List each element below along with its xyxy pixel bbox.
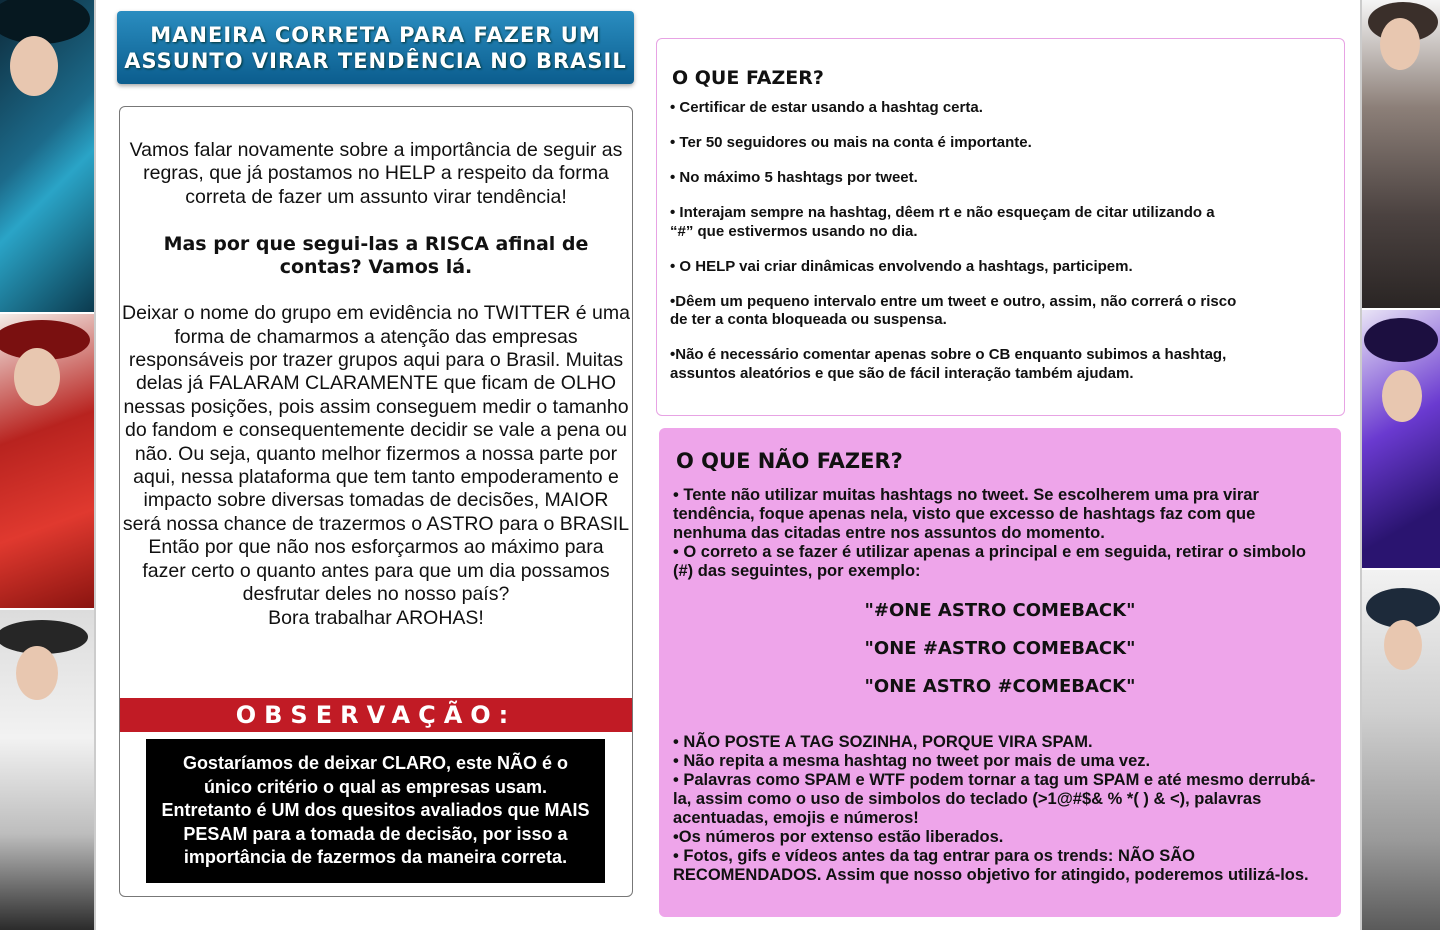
hashtag-example-3: "ONE ASTRO #COMEBACK" [864, 676, 1136, 697]
member-photo-4 [1362, 0, 1440, 308]
list-item: •Dêem um pequeno intervalo entre um tweet e outro, assim, não correrá o risco de ter a conta bloqueada ou suspensa. [670, 292, 1237, 328]
dont-title: O QUE NÃO FAZER? [676, 449, 903, 473]
explanation-box [119, 106, 633, 897]
do-list [670, 99, 1320, 400]
title-banner [117, 11, 634, 84]
list-item: • Fotos, gifs e vídeos antes da tag entrar para os trends: NÃO SÃO RECOMENDADOS. Assim que nosso objetivo for atingido, poderemos utilizá-los. [673, 847, 1309, 884]
body-paragraph: Deixar o nome do grupo em evidência no TWITTER é uma forma de chamarmos a atenção das empresas responsáveis por trazer grupos aqui para o Brasil. Muitas delas já FALARAM CLARAMENTE que ficam de OLHO nessas posições, pois assim conseguem medir o tamanho do fandom e consequentemente decidir se vale a pena ou não. Ou seja, quanto melhor fizermos a nossa parte por aqui, nessa plataforma que tem tanto empoderamento e impacto sobre diversas tomadas de decisões, MAIOR será nossa chance de trazermos o ASTRO para o BRASIL [122, 302, 630, 535]
banner-line-2: ASSUNTO VIRAR TENDÊNCIA NO BRASIL [124, 48, 627, 73]
member-photo-2 [0, 314, 94, 608]
list-item: •Os números por extenso estão liberados. [673, 828, 1004, 846]
member-photo-6 [1362, 570, 1440, 930]
list-item: • No máximo 5 hashtags por tweet. [670, 169, 918, 186]
list-item: • Ter 50 seguidores ou mais na conta é importante. [670, 134, 1032, 151]
hashtag-example-2: "ONE #ASTRO COMEBACK" [864, 638, 1136, 659]
list-item: • NÃO POSTE A TAG SOZINHA, PORQUE VIRA SPAM. [673, 733, 1093, 751]
right-photo-strip [1360, 0, 1440, 930]
list-item: •Não é necessário comentar apenas sobre o CB enquanto subimos a hashtag, assuntos aleatórios e que são de fácil interação também ajudam. [670, 346, 1227, 382]
dont-intro [673, 486, 1313, 581]
banner-line-1: MANEIRA CORRETA PARA FAZER UM [150, 22, 601, 47]
list-item: • O HELP vai criar dinâmicas envolvendo a hashtags, participem. [670, 257, 1133, 275]
closing-paragraph: Então por que não nos esforçarmos ao máximo para fazer certo o quanto antes para que um dia possamos desfrutar deles no nosso país? [142, 536, 610, 606]
dont-list [673, 733, 1323, 885]
list-item: • Palavras como SPAM e WTF podem tornar a tag um SPAM e até mesmo derrubá-la, assim como o uso de simbolos do teclado (>1@#$& % *( ) & <), palavras acentuadas, emojis e números! [673, 771, 1316, 827]
list-item: • Interajam sempre na hashtag, dêem rt e não esqueçam de citar utilizando a “#” que estivermos usando no dia. [670, 204, 1215, 240]
dont-section [659, 428, 1341, 917]
do-section [656, 38, 1345, 416]
signoff-text: Bora trabalhar AROHAS! [268, 606, 484, 629]
observation-text: Gostaríamos de deixar CLARO, este NÃO é o único critério o qual as empresas usam. Entretanto é UM dos quesitos avaliados que MAIS PESAM para a tomada de decisão, por isso a importância de fazermos da maneira correta. [161, 753, 590, 868]
hashtag-example-1: "#ONE ASTRO COMEBACK" [864, 600, 1136, 621]
explanation-text [120, 139, 632, 630]
do-title: O QUE FAZER? [672, 67, 824, 89]
question-heading: Mas por que segui-las a RISCA afinal de contas? Vamos lá. [163, 233, 589, 279]
member-photo-5 [1362, 310, 1440, 568]
dont-paragraph-2: • O correto a se fazer é utilizar apenas a principal e em seguida, retirar o simbolo (#) das seguintes, por exemplo: [673, 543, 1306, 580]
list-item: • Não repita a mesma hashtag no tweet por mais de uma vez. [673, 752, 1151, 770]
member-photo-1 [0, 0, 94, 312]
observation-box [146, 739, 605, 883]
member-photo-3 [0, 610, 94, 930]
dont-paragraph-1: • Tente não utilizar muitas hashtags no tweet. Se escolherem uma pra virar tendência, foque apenas nela, visto que excesso de hashtags faz com que nenhuma das citadas entre nos assuntos do momento. [673, 486, 1259, 542]
list-item: • Certificar de estar usando a hashtag certa. [670, 99, 983, 116]
intro-paragraph: Vamos falar novamente sobre a importância de seguir as regras, que já postamos no HELP a respeito da forma correta de fazer um assunto virar tendência! [129, 139, 623, 208]
observation-heading: OBSERVAÇÃO: [120, 698, 632, 732]
left-photo-strip [0, 0, 96, 930]
